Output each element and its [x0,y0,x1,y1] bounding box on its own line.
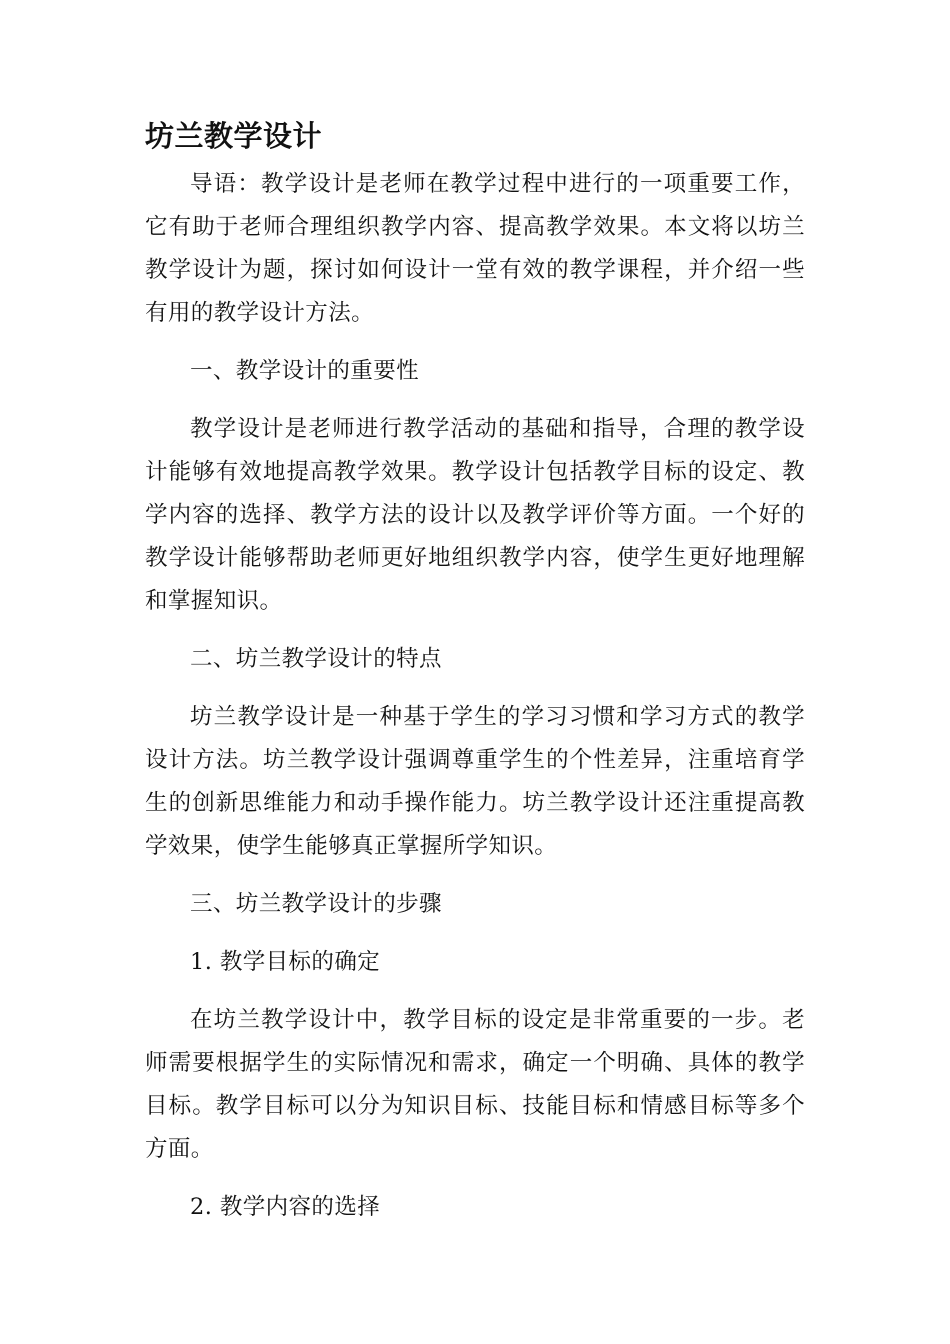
subheading-objectives: 1. 教学目标的确定 [190,949,381,975]
objectives-paragraph: 在坊兰教学设计中，教学目标的设定是非常重要的一步。老师需要根据学生的实际情况和需求，确定一个明确、具体的教学目标。教学目标可以分为知识目标、技能目标和情感目标等多个方面。 [145,1007,805,1162]
importance-paragraph: 教学设计是老师进行教学活动的基础和指导，合理的教学设计能够有效地提高教学效果。教学设计包括教学目标的设定、教学内容的选择、教学方法的设计以及教学评价等方面。一个好的教学设计能够帮助老师更好地组织教学内容，使学生更好地理解和掌握知识。 [145,416,805,614]
document-title: 坊兰教学设计 [145,119,323,153]
features-paragraph: 坊兰教学设计是一种基于学生的学习习惯和学习方式的教学设计方法。坊兰教学设计强调尊重学生的个性差异，注重培育学生的创新思维能力和动手操作能力。坊兰教学设计还注重提高教学效果，使学生能够真正掌握所学知识。 [145,704,805,859]
section-heading-steps: 三、坊兰教学设计的步骤 [190,891,442,917]
document-body [145,163,805,1244]
subheading-content-selection: 2. 教学内容的选择 [190,1194,381,1220]
section-heading-importance: 一、教学设计的重要性 [190,358,420,384]
intro-paragraph: 导语：教学设计是老师在教学过程中进行的一项重要工作，它有助于老师合理组织教学内容、提高教学效果。本文将以坊兰教学设计为题，探讨如何设计一堂有效的教学课程，并介绍一些有用的教学设计方法。 [145,171,805,326]
section-heading-features: 二、坊兰教学设计的特点 [190,646,442,672]
